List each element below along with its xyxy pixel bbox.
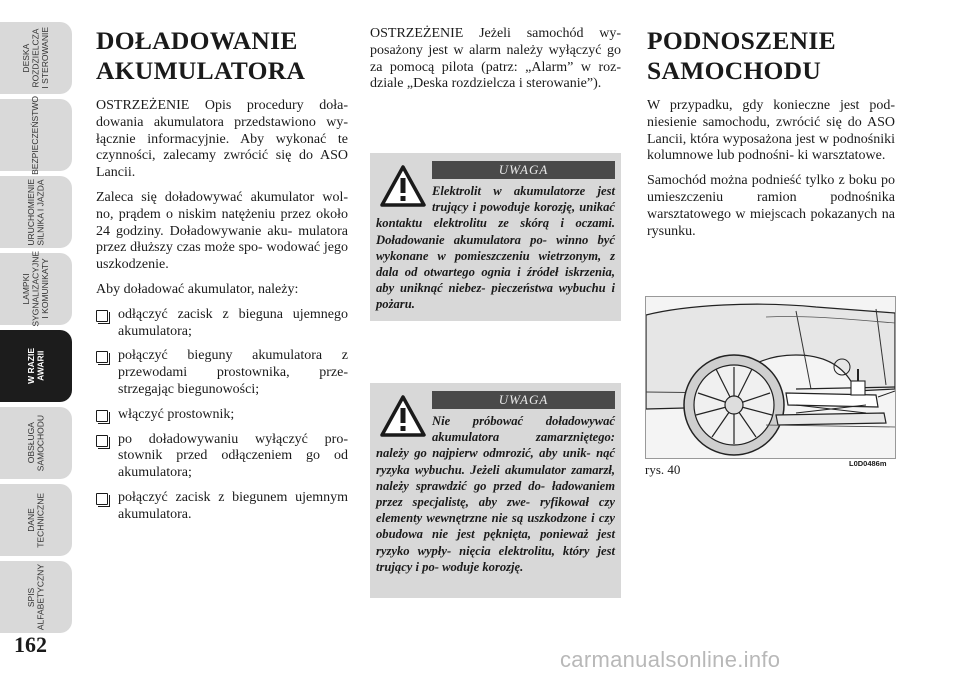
warning-header: UWAGA <box>432 391 615 409</box>
battery-charging-section <box>96 26 348 532</box>
list-item-text: połączyć zacisk z biegunem ujemnym akumulatora. <box>118 489 348 522</box>
tab-label: OBSŁUGA SAMOCHODU <box>25 414 45 472</box>
tab-uruchomienie[interactable] <box>0 176 72 248</box>
warning-header: UWAGA <box>432 161 615 179</box>
list-item <box>96 490 348 524</box>
paragraph: OSTRZEŻENIE Jeżeli samochód wy- posażony jest w alarm należy wyłączyć go za pomocą pilota (patrz: „Alarm” w roz- dziale „Deska rozdzielcza i sterowanie”). <box>370 26 621 92</box>
checkbox-bullet-icon <box>96 310 108 322</box>
title-line: SAMOCHODU <box>647 56 822 85</box>
warning-box <box>370 383 621 598</box>
list-item-text: po doładowywaniu wyłączyć pro- stownik przed odłączeniem go od akumulatora; <box>118 431 348 481</box>
tab-label: BEZPIECZEŃSTWO <box>30 95 41 175</box>
tab-label: W RAZIE AWARII <box>25 348 45 384</box>
icon-spacer <box>376 413 432 443</box>
list-item-text: odłączyć zacisk z bieguna ujemnego akumulatora; <box>118 306 348 339</box>
list-item-text: włączyć prostownik; <box>118 406 235 422</box>
list-item <box>96 307 348 341</box>
watermark: carmanualsonline.info <box>560 647 781 672</box>
tab-label: DANE TECHNICZNE <box>25 492 45 548</box>
list-item <box>96 407 348 424</box>
section-title <box>647 26 895 86</box>
title-line: DOŁADOWANIE <box>96 26 298 55</box>
tab-spis[interactable] <box>0 561 72 633</box>
tab-label: LAMPKI SYGNALIZACYJNE I KOMUNIKATY <box>20 251 50 327</box>
lifting-section <box>647 26 895 248</box>
paragraph: OSTRZEŻENIE Opis procedury doła- dowania akumulatora przedstawiono wy- łącznie informacyjnie. Aby wykonać te czynności, zalecamy zwrócić się do ASO Lancii. <box>96 98 348 181</box>
paragraph: Zaleca się doładowywać akumulator wol- no, prądem o niskim natężeniu przez około 24 godziny. Doładowywanie aku- mulatora przez dłuższy czas może spo- wodować jego uszkodzenie. <box>96 189 348 273</box>
checkbox-bullet-icon <box>96 435 108 447</box>
list-item <box>96 348 348 398</box>
warning-text-content: Elektrolit w akumulatorze jest trujący i powoduje korozję, unikać kontaktu elektrolitu ze skórą i oczami. Doładowanie akumulatora po- winno być wykonane w pomieszczeniu wietrzonym, z dala od otwartego ognia i źródeł iskrzenia, aby uniknąć niebez- pieczeństwa wybuchu i pożaru. <box>376 184 615 312</box>
tab-label: SPIS ALFABETYCZNY <box>25 563 45 631</box>
checkbox-bullet-icon <box>96 351 108 363</box>
tab-label: URUCHOMIENIE SILNIKA I JAZDA <box>25 178 45 246</box>
steps-list <box>96 307 348 524</box>
alarm-note <box>370 26 621 93</box>
title-line: PODNOSZENIE <box>647 26 836 55</box>
tab-bezpieczenstwo[interactable] <box>0 95 72 175</box>
section-title <box>96 26 348 86</box>
figure-caption: rys. 40 <box>645 462 681 477</box>
tab-w-razie-awarii[interactable] <box>0 330 72 402</box>
warning-box <box>370 153 621 321</box>
tab-lampki[interactable] <box>0 253 72 325</box>
car-lift-illustration <box>645 296 896 459</box>
tab-label: DESKA ROZDZIELCZA I STEROWANIE <box>20 27 50 89</box>
tab-deska-rozdzielcza[interactable] <box>0 22 72 94</box>
warning-text-content: Nie próbować doładowywać akumulatora zamarzniętego: należy go najpierw odmrozić, aby unik- nąć ryzyka wybuchu. Jeżeli akumulator zamarzł, należy sprawdzić go przed do- ładowaniem przez specjalistę, aby zwe- ryfikował czy elementy wewnętrzne nie są uszkodzone i czy obudowa nie jest pęknięta, ponieważ jest ryzyko wypły- nięcia elektrolitu, który jest trujący i po- woduje korozję. <box>376 414 615 574</box>
paragraph: Aby doładować akumulator, należy: <box>96 281 299 297</box>
figure-code: L0D0486m <box>849 459 887 468</box>
icon-spacer <box>376 183 432 213</box>
paragraph: Samochód można podnieść tylko z boku po umieszczeniu ramion podnośnika warsztatowego w miejscach pokazanych na rysunku. <box>647 173 895 239</box>
tab-obsluga[interactable] <box>0 407 72 479</box>
warning-text <box>376 413 615 575</box>
list-item <box>96 432 348 482</box>
checkbox-bullet-icon <box>96 493 108 505</box>
page-number: 162 <box>14 632 47 657</box>
warning-text <box>376 183 615 313</box>
title-line: AKUMULATORA <box>96 56 306 85</box>
paragraph: W przypadku, gdy konieczne jest pod- niesienie samochodu, zwrócić się do ASO Lancii, która wyposażona jest w podnośniki kolumnowe lub podnośni- ki warsztatowe. <box>647 98 895 164</box>
list-item-text: połączyć bieguny akumulatora z przewodami prostownika, prze- strzegając biegunowości; <box>118 348 348 397</box>
tab-dane-techniczne[interactable] <box>0 484 72 556</box>
checkbox-bullet-icon <box>96 410 108 422</box>
car-jack-drawing <box>646 297 895 458</box>
